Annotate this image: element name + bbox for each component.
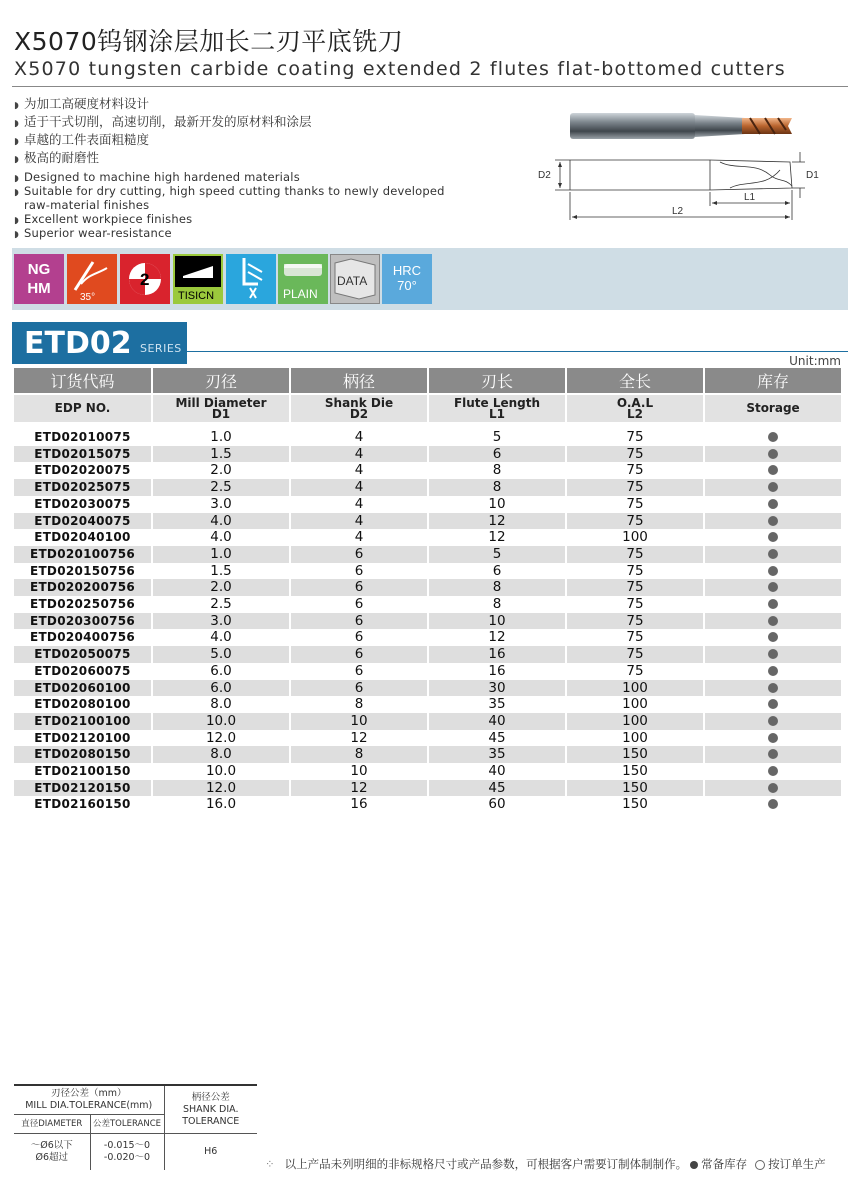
table-row <box>14 446 842 463</box>
feature-cn-1: ◗ 为加工高硬度材料设计 <box>14 96 149 114</box>
shank-diameter-cell: 6 <box>290 596 428 613</box>
table-row <box>14 613 842 630</box>
in-stock-icon <box>768 649 778 659</box>
flute-length-cell: 8 <box>428 479 566 496</box>
bullet-icon: ◗ <box>14 155 19 165</box>
in-stock-icon <box>768 566 778 576</box>
flute-length-cell: 12 <box>428 629 566 646</box>
flute-length-cell: 5 <box>428 429 566 446</box>
in-stock-icon <box>768 799 778 809</box>
table-row <box>14 663 842 680</box>
col-header-en: O.A.L L2 <box>566 394 704 422</box>
edp-cell: ETD02010075 <box>14 429 152 446</box>
col-header-cn: 柄径 <box>290 368 428 394</box>
hardness-icon: HRC 70° <box>382 254 432 304</box>
in-stock-icon <box>768 582 778 592</box>
order-dot-icon <box>755 1160 765 1170</box>
end-mill-drawing <box>530 150 830 225</box>
feature-en-2b: raw-material finishes <box>24 198 150 212</box>
storage-cell <box>704 429 842 446</box>
edp-cell: ETD020200756 <box>14 579 152 596</box>
stock-dot-icon <box>690 1161 698 1169</box>
in-stock-icon <box>768 699 778 709</box>
flute-length-cell: 40 <box>428 763 566 780</box>
table-row <box>14 746 842 763</box>
mill-diameter-cell: 2.0 <box>152 579 290 596</box>
feature-en-2: ◗ Suitable for dry cutting, high speed cutting thanks to newly developed <box>14 184 445 201</box>
in-stock-icon <box>768 532 778 542</box>
in-stock-icon <box>768 482 778 492</box>
shank-diameter-cell: 6 <box>290 629 428 646</box>
in-stock-icon <box>768 616 778 626</box>
in-stock-icon <box>768 549 778 559</box>
bullet-icon: ◗ <box>14 230 19 240</box>
plain-shank-icon <box>278 254 328 304</box>
storage-cell <box>704 746 842 763</box>
col-header-en: EDP NO. <box>14 394 152 422</box>
storage-cell <box>704 546 842 563</box>
in-stock-icon <box>768 716 778 726</box>
table-row <box>14 496 842 513</box>
in-stock-icon <box>768 766 778 776</box>
storage-cell <box>704 529 842 546</box>
col-header-cn: 全长 <box>566 368 704 394</box>
oal-cell: 75 <box>566 429 704 446</box>
mill-diameter-cell: 1.5 <box>152 563 290 580</box>
table-row <box>14 596 842 613</box>
edp-cell: ETD020250756 <box>14 596 152 613</box>
storage-cell <box>704 613 842 630</box>
in-stock-icon <box>768 465 778 475</box>
oal-cell: 150 <box>566 780 704 797</box>
feature-cn-3: ◗ 卓越的工件表面粗糙度 <box>14 132 149 150</box>
mill-tolerance-title: 刃径公差（mm） MILL DIA.TOLERANCE(mm) <box>14 1086 164 1115</box>
table-row <box>14 462 842 479</box>
shank-diameter-cell: 16 <box>290 796 428 813</box>
storage-cell <box>704 629 842 646</box>
flute-length-cell: 60 <box>428 796 566 813</box>
in-stock-icon <box>768 432 778 442</box>
flute-length-cell: 45 <box>428 730 566 747</box>
page-title-cn: X5070钨钢涂层加长二刃平底铣刀 <box>14 27 404 56</box>
table-row <box>14 696 842 713</box>
mill-diameter-cell: 3.0 <box>152 496 290 513</box>
feature-en-4: ◗ Superior wear-resistance <box>14 226 172 243</box>
edp-cell: ETD02015075 <box>14 446 152 463</box>
shank-diameter-cell: 6 <box>290 579 428 596</box>
shank-diameter-cell: 6 <box>290 646 428 663</box>
storage-cell <box>704 796 842 813</box>
edp-cell: ETD02060100 <box>14 680 152 697</box>
table-row <box>14 730 842 747</box>
mill-diameter-cell: 2.0 <box>152 462 290 479</box>
mill-diameter-cell: 4.0 <box>152 513 290 530</box>
shank-diameter-cell: 4 <box>290 529 428 546</box>
bullet-icon: ◗ <box>14 174 19 184</box>
col-header-en: Shank Die D2 <box>290 394 428 422</box>
oal-cell: 100 <box>566 730 704 747</box>
feature-cn-4: ◗ 极高的耐磨性 <box>14 150 99 168</box>
feature-en-1: ◗ Designed to machine high hardened materials <box>14 170 300 187</box>
edp-cell: ETD02060075 <box>14 663 152 680</box>
header-row-cn <box>14 368 842 394</box>
spec-table <box>14 368 843 813</box>
mill-diameter-cell: 16.0 <box>152 796 290 813</box>
mill-diameter-cell: 6.0 <box>152 680 290 697</box>
oal-cell: 75 <box>566 613 704 630</box>
tolerance-values: -0.015～0 -0.020～0 <box>90 1134 164 1171</box>
edp-cell: ETD020400756 <box>14 629 152 646</box>
oal-cell: 75 <box>566 496 704 513</box>
flute-length-cell: 8 <box>428 596 566 613</box>
bullet-icon: ◗ <box>14 101 19 111</box>
tolerance-table <box>14 1086 257 1170</box>
edp-cell: ETD020300756 <box>14 613 152 630</box>
table-row <box>14 780 842 797</box>
edp-cell: ETD02025075 <box>14 479 152 496</box>
table-row <box>14 546 842 563</box>
table-row <box>14 579 842 596</box>
mill-diameter-cell: 12.0 <box>152 780 290 797</box>
mill-diameter-cell: 1.5 <box>152 446 290 463</box>
table-row <box>14 763 842 780</box>
mill-diameter-cell: 2.5 <box>152 596 290 613</box>
storage-cell <box>704 579 842 596</box>
flute-length-cell: 35 <box>428 696 566 713</box>
edp-cell: ETD02080100 <box>14 696 152 713</box>
shank-diameter-cell: 8 <box>290 746 428 763</box>
in-stock-icon <box>768 683 778 693</box>
table-row <box>14 563 842 580</box>
title-divider <box>12 86 848 87</box>
flute-length-cell: 30 <box>428 680 566 697</box>
header-row-en <box>14 394 842 422</box>
table-row <box>14 680 842 697</box>
data-icon <box>330 254 380 304</box>
in-stock-icon <box>768 783 778 793</box>
ng-hm-icon: NG HM <box>14 254 64 304</box>
storage-cell <box>704 446 842 463</box>
series-label: SERIES <box>140 342 182 355</box>
col-header-cn: 库存 <box>704 368 842 394</box>
footer-note: ⁘ 以上产品未列明细的非标规格尺寸或产品参数，可根据客户需要订制体制制作。 常备库存 按订单生产 <box>265 1157 826 1171</box>
table-row <box>14 529 842 546</box>
in-stock-icon <box>768 733 778 743</box>
table-row <box>14 646 842 663</box>
bullet-icon: ◗ <box>14 119 19 129</box>
unit-label: Unit:mm <box>789 354 841 368</box>
edp-cell: ETD02080150 <box>14 746 152 763</box>
oal-cell: 75 <box>566 546 704 563</box>
mill-diameter-cell: 10.0 <box>152 713 290 730</box>
flute-length-cell: 35 <box>428 746 566 763</box>
feature-en-3: ◗ Excellent workpiece finishes <box>14 212 192 229</box>
flute-length-cell: 5 <box>428 546 566 563</box>
in-stock-icon <box>768 666 778 676</box>
flute-count-label: 2 <box>140 270 150 289</box>
edp-cell: ETD02120100 <box>14 730 152 747</box>
table-row <box>14 629 842 646</box>
shank-diameter-cell: 4 <box>290 479 428 496</box>
shank-diameter-cell: 12 <box>290 780 428 797</box>
oal-cell: 75 <box>566 629 704 646</box>
shank-diameter-cell: 6 <box>290 680 428 697</box>
mill-diameter-cell: 6.0 <box>152 663 290 680</box>
drawing-label-l2: L2 <box>672 206 684 217</box>
table-row <box>14 513 842 530</box>
flute-length-cell: 8 <box>428 579 566 596</box>
flute-length-cell: 16 <box>428 646 566 663</box>
oal-cell: 150 <box>566 796 704 813</box>
helix-angle-icon <box>67 254 117 304</box>
in-stock-icon <box>768 499 778 509</box>
mill-diameter-cell: 4.0 <box>152 529 290 546</box>
flute-count-icon <box>120 254 170 304</box>
flute-length-cell: 45 <box>428 780 566 797</box>
in-stock-icon <box>768 449 778 459</box>
in-stock-icon <box>768 599 778 609</box>
shank-diameter-cell: 6 <box>290 563 428 580</box>
oal-cell: 75 <box>566 646 704 663</box>
shank-diameter-cell: 4 <box>290 429 428 446</box>
oal-cell: 100 <box>566 529 704 546</box>
flute-length-cell: 12 <box>428 513 566 530</box>
flute-length-cell: 6 <box>428 446 566 463</box>
oal-cell: 150 <box>566 763 704 780</box>
mill-diameter-cell: 3.0 <box>152 613 290 630</box>
edp-cell: ETD02030075 <box>14 496 152 513</box>
shank-diameter-cell: 6 <box>290 546 428 563</box>
feature-cn-2: ◗ 适于干式切削，高速切削，最新开发的原材料和涂层 <box>14 114 312 132</box>
storage-cell <box>704 780 842 797</box>
shank-diameter-cell: 4 <box>290 446 428 463</box>
oal-cell: 75 <box>566 663 704 680</box>
oal-cell: 75 <box>566 462 704 479</box>
edp-cell: ETD02040075 <box>14 513 152 530</box>
coating-icon <box>173 254 223 304</box>
col-header-cn: 订货代码 <box>14 368 152 394</box>
shank-tolerance-title: 柄径公差 SHANK DIA. TOLERANCE <box>164 1086 257 1134</box>
flute-length-cell: 6 <box>428 563 566 580</box>
shank-diameter-cell: 10 <box>290 763 428 780</box>
mill-diameter-cell: 2.5 <box>152 479 290 496</box>
flute-length-cell: 16 <box>428 663 566 680</box>
shank-type-icon <box>226 254 276 304</box>
table-row <box>14 429 842 446</box>
end-mill-photo <box>570 110 795 142</box>
shank-diameter-cell: 4 <box>290 513 428 530</box>
coating-label: TISICN <box>178 290 215 302</box>
flute-length-cell: 12 <box>428 529 566 546</box>
shank-diameter-cell: 8 <box>290 696 428 713</box>
shank-diameter-cell: 12 <box>290 730 428 747</box>
spec-table-body <box>14 429 842 813</box>
col-header-cn: 刃长 <box>428 368 566 394</box>
flute-length-cell: 10 <box>428 496 566 513</box>
storage-cell <box>704 713 842 730</box>
col-header-en: Mill Diameter D1 <box>152 394 290 422</box>
storage-cell <box>704 596 842 613</box>
drawing-label-d1: D1 <box>806 170 819 181</box>
storage-cell <box>704 462 842 479</box>
storage-cell <box>704 513 842 530</box>
oal-cell: 100 <box>566 680 704 697</box>
in-stock-icon <box>768 516 778 526</box>
drawing-label-l1: L1 <box>744 192 756 203</box>
mill-diameter-cell: 8.0 <box>152 696 290 713</box>
plain-shank-label: PLAIN <box>283 287 318 301</box>
edp-cell: ETD02160150 <box>14 796 152 813</box>
flute-length-cell: 40 <box>428 713 566 730</box>
edp-cell: ETD020100756 <box>14 546 152 563</box>
mill-diameter-cell: 4.0 <box>152 629 290 646</box>
series-code: ETD02 <box>24 326 132 361</box>
edp-cell: ETD02020075 <box>14 462 152 479</box>
shank-diameter-cell: 6 <box>290 613 428 630</box>
mill-diameter-cell: 1.0 <box>152 546 290 563</box>
bullet-icon: ◗ <box>14 188 19 198</box>
shank-diameter-cell: 6 <box>290 663 428 680</box>
col-header-en: Flute Length L1 <box>428 394 566 422</box>
table-row <box>14 479 842 496</box>
col-tolerance-header: 公差TOLERANCE <box>90 1115 164 1134</box>
flute-length-cell: 10 <box>428 613 566 630</box>
shank-diameter-cell: 4 <box>290 496 428 513</box>
storage-cell <box>704 479 842 496</box>
oal-cell: 75 <box>566 479 704 496</box>
storage-cell <box>704 496 842 513</box>
edp-cell: ETD02120150 <box>14 780 152 797</box>
storage-cell <box>704 680 842 697</box>
edp-cell: ETD02040100 <box>14 529 152 546</box>
oal-cell: 75 <box>566 513 704 530</box>
oal-cell: 75 <box>566 596 704 613</box>
col-header-cn: 刃径 <box>152 368 290 394</box>
storage-cell <box>704 563 842 580</box>
shank-tolerance-value: H6 <box>164 1134 257 1171</box>
edp-cell: ETD02100150 <box>14 763 152 780</box>
shank-diameter-cell: 10 <box>290 713 428 730</box>
storage-cell <box>704 663 842 680</box>
flute-length-cell: 8 <box>428 462 566 479</box>
storage-cell <box>704 646 842 663</box>
oal-cell: 75 <box>566 446 704 463</box>
oal-cell: 100 <box>566 696 704 713</box>
bullet-icon: ◗ <box>14 216 19 226</box>
table-row <box>14 796 842 813</box>
table-row <box>14 713 842 730</box>
edp-cell: ETD02100100 <box>14 713 152 730</box>
oal-cell: 100 <box>566 713 704 730</box>
edp-cell: ETD02050075 <box>14 646 152 663</box>
mill-diameter-cell: 5.0 <box>152 646 290 663</box>
in-stock-icon <box>768 632 778 642</box>
col-diameter-header: 直径DIAMETER <box>14 1115 90 1134</box>
oal-cell: 75 <box>566 579 704 596</box>
shank-diameter-cell: 4 <box>290 462 428 479</box>
page-title-en: X5070 tungsten carbide coating extended 2 flutes flat-bottomed cutters <box>14 58 786 80</box>
helix-angle-label: 35° <box>80 292 96 303</box>
oal-cell: 150 <box>566 746 704 763</box>
storage-cell <box>704 696 842 713</box>
mill-diameter-cell: 10.0 <box>152 763 290 780</box>
storage-cell <box>704 730 842 747</box>
in-stock-icon <box>768 749 778 759</box>
mill-diameter-cell: 1.0 <box>152 429 290 446</box>
mill-diameter-cell: 8.0 <box>152 746 290 763</box>
mill-diameter-cell: 12.0 <box>152 730 290 747</box>
data-label: DATA <box>337 274 368 288</box>
oal-cell: 75 <box>566 563 704 580</box>
col-header-en: Storage <box>704 394 842 422</box>
storage-cell <box>704 763 842 780</box>
bullet-icon: ◗ <box>14 137 19 147</box>
note-icon: ⁘ <box>265 1157 275 1171</box>
drawing-label-d2: D2 <box>538 170 551 181</box>
diameter-ranges: ～Ø6以下 Ø6超过 <box>14 1134 90 1171</box>
edp-cell: ETD020150756 <box>14 563 152 580</box>
